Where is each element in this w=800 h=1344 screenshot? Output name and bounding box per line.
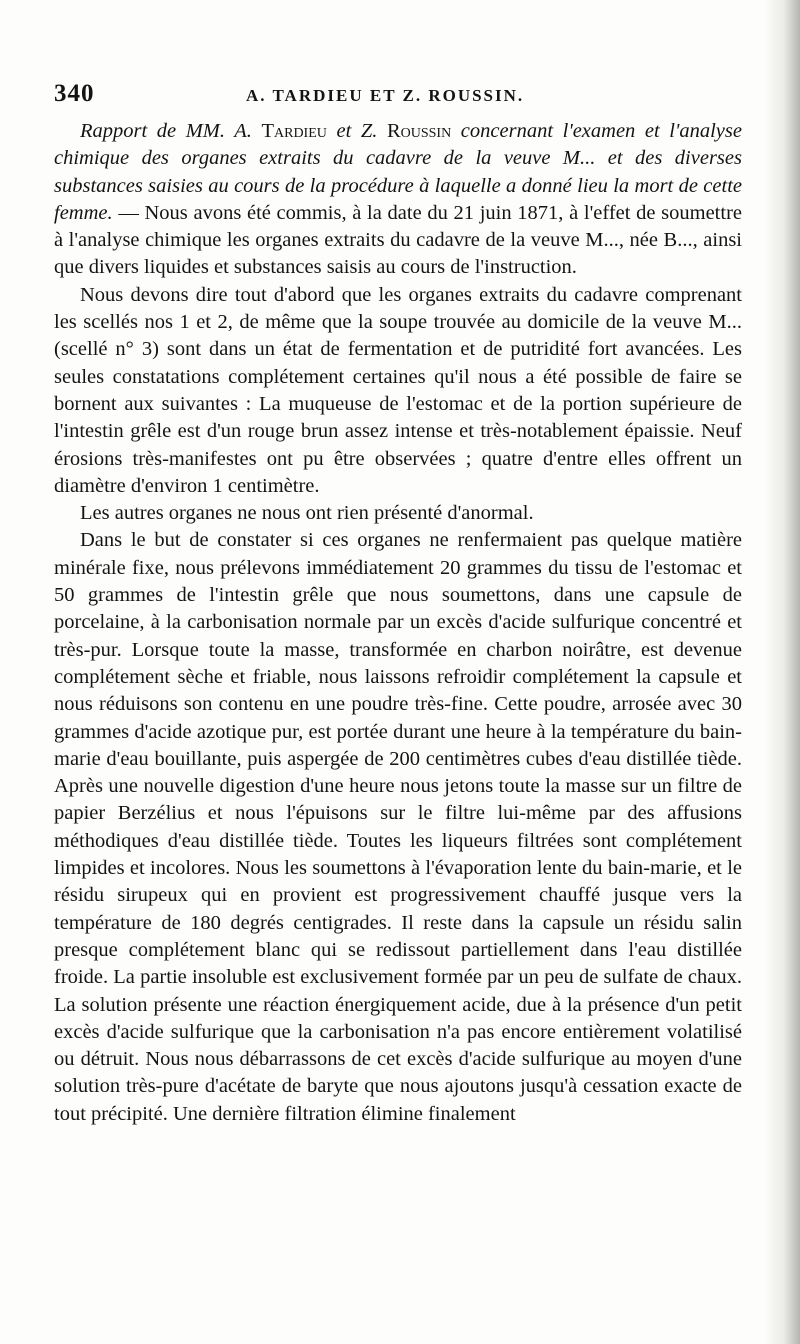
report-intro: — Nous avons été commis, à la date du 21 juin 1871, à l'effet de soumettre à l'analyse chimique les organes extraits du cadavre de la veuve M..., née B..., ainsi que divers liquides et substances saisis au cours de l'instruction. bbox=[54, 201, 742, 279]
report-title-part3: concernant l'examen et l'analyse chimique des organes extraits du cadavre de la veuve M... et des diverses substances saisies au cours de la procédure à laquelle a donné lieu la mort de cette femme. bbox=[54, 120, 742, 224]
report-author-2: Roussin bbox=[386, 120, 452, 142]
paragraph-analysis: Dans le but de constater si ces organes ne renfermaient pas quelque matière minérale fixe, nous prélevons immédiatement 20 grammes du tissu de l'estomac et 50 grammes de l'intestin grêle que nous soumettons, dans une capsule de porcelaine, à la carbonisation normale par un excès d'acide sulfurique concentré et très-pur. Lorsque toute la masse, transformée en charbon noirâtre, est devenue complétement sèche et friable, nous laissons refroidir complétement la capsule et nous réduisons son contenu en une poudre très-fine. Cette poudre, arrosée avec 30 grammes d'acide azotique pur, est portée durant une heure à la température du bain-marie d'eau bouillante, puis aspergée de 200 centimètres cubes d'eau distillée tiède. Après une nouvelle digestion d'une heure nous jetons toute la masse sur un filtre de papier Berzélius et nous l'épuisons sur le filtre lui-même par des affusions méthodiques d'eau distillée tiède. Toutes les liqueurs filtrées sont complétement limpides et incolores. Nous les soumettons à l'évaporation lente du bain-marie, et le résidu sirupeux qui en provient est progressivement chauffé jusque vers la température de 180 degrés centigrades. Il reste dans la capsule un résidu salin presque complétement blanc qui se redissout partiellement dans l'eau distillée froide. La partie insoluble est exclusivement formée par un peu de sulfate de chaux. La solution présente une réaction énergiquement acide, due à la présence d'un petit excès d'acide sulfurique que la carbonisation n'a pas encore entièrement volatilisé ou détruit. Nous nous débarrassons de cet excès d'acide sulfurique au moyen d'une solution très-pure d'acétate de baryte que nous ajoutons jusqu'à cessation exacte de tout précipité. Une dernière filtration élimine finalement bbox=[54, 529, 742, 1125]
page-header bbox=[54, 80, 744, 114]
report-author-1: Tardieu bbox=[261, 120, 327, 142]
body-text bbox=[54, 118, 742, 1128]
paragraph-other-organs: Les autres organes ne nous ont rien présenté d'anormal. bbox=[80, 502, 534, 525]
page-number: 340 bbox=[54, 80, 95, 107]
report-title-part2: et Z. bbox=[326, 120, 387, 142]
running-head: A. TARDIEU ET Z. ROUSSIN. bbox=[246, 86, 525, 105]
report-opening-paragraph bbox=[54, 118, 742, 282]
report-title-part1: Rapport de MM. A. bbox=[80, 120, 262, 142]
paragraph-observations: Nous devons dire tout d'abord que les organes extraits du cadavre comprenant les scellés nos 1 et 2, de même que la soupe trouvée au domicile de la veuve M... (scellé n° 3) sont dans un état de fermentation et de putridité fort avancées. Les seules constatations complétement certaines qu'il nous a été possible de faire se bornent aux suivantes : La muqueuse de l'estomac et de la portion supérieure de l'intestin grêle est d'un rouge brun assez intense et très-notablement épaissie. Neuf érosions très-manifestes ont pu être observées ; quatre d'entre elles offrent un diamètre d'environ 1 centimètre. bbox=[54, 283, 742, 497]
page-edge-shadow bbox=[764, 0, 800, 1344]
